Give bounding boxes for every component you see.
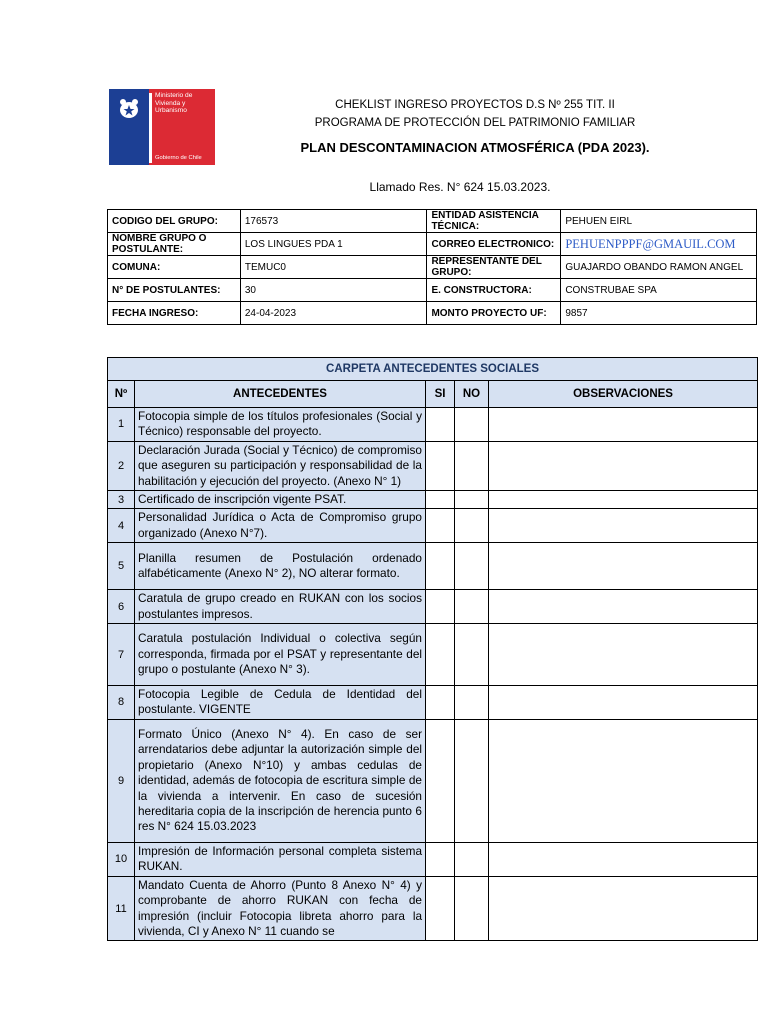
observations-cell[interactable] [489,590,758,624]
column-header-records: ANTECEDENTES [135,381,426,408]
yes-checkbox-cell[interactable] [426,686,455,720]
no-checkbox-cell[interactable] [455,876,489,941]
email-value: PEHUENPPPF@GMAUIL.COM [561,233,757,256]
ministry-name-3: Urbanismo [155,107,187,114]
table-row [108,590,758,624]
info-row [108,210,757,233]
info-key: E. CONSTRUCTORA: [427,279,561,302]
info-key: COMUNA: [108,256,241,279]
no-checkbox-cell[interactable] [455,686,489,720]
item-number: 6 [108,590,135,624]
item-number: 9 [108,719,135,842]
item-text: Caratula de grupo creado en RUKAN con los socios postulantes impresos. [135,590,426,624]
item-number: 5 [108,543,135,590]
item-text: Caratula postulación Individual o colectiva según corresponda, firmada por el PSAT y representante del grupo o postulante (Anexo N° 3). [135,624,426,686]
item-number: 11 [108,876,135,941]
observations-cell[interactable] [489,543,758,590]
column-header-observations: OBSERVACIONES [489,381,758,408]
yes-checkbox-cell[interactable] [426,543,455,590]
yes-checkbox-cell[interactable] [426,719,455,842]
ministry-name-2: Vivienda y [155,99,186,107]
observations-cell[interactable] [489,491,758,509]
government-label: Gobierno de Chile [155,155,202,161]
table-row [108,719,758,842]
table-row [108,876,758,941]
ministry-name-1: Ministerio de [155,92,193,99]
no-checkbox-cell[interactable] [455,509,489,543]
info-value: PEHUEN EIRL [561,210,757,233]
info-value: GUAJARDO OBANDO RAMON ANGEL [561,256,757,279]
info-row [108,279,757,302]
table-row [108,624,758,686]
table-row [108,509,758,543]
observations-cell[interactable] [489,719,758,842]
info-key: REPRESENTANTE DEL GRUPO: [427,256,561,279]
item-text: Fotocopia Legible de Cedula de Identidad del postulante. VIGENTE [135,686,426,720]
header-line-2: PROGRAMA DE PROTECCIÓN DEL PATRIMONIO FAMILIAR [314,117,636,129]
table-row [108,491,758,509]
yes-checkbox-cell[interactable] [426,441,455,490]
yes-checkbox-cell[interactable] [426,590,455,624]
info-value: CONSTRUBAE SPA [561,279,757,302]
item-text: Mandato Cuenta de Ahorro (Punto 8 Anexo N° 4) y comprobante de ahorro RUKAN con fecha de impresión (incluir Fotocopia libreta ahorro para la vivienda, CI y Anexo N° 11 cuando se [135,876,426,941]
column-header-yes: SI [426,381,455,408]
info-key: N° DE POSTULANTES: [108,279,241,302]
item-number: 4 [108,509,135,543]
info-value: TEMUC0 [240,256,427,279]
no-checkbox-cell[interactable] [455,441,489,490]
yes-checkbox-cell[interactable] [426,509,455,543]
no-checkbox-cell[interactable] [455,491,489,509]
info-value: LOS LINGUES PDA 1 [240,233,427,256]
info-row [108,302,757,325]
observations-cell[interactable] [489,509,758,543]
item-text: Personalidad Jurídica o Acta de Compromiso grupo organizado (Anexo N°7). [135,509,426,543]
item-text: Formato Único (Anexo N° 4). En caso de ser arrendatarios debe adjuntar la autorización simple del propietario (Anexo N°10) y ambas cedulas de identidad, además de fotocopia de escritura simple de la vivienda a intervenir. En caso de sucesión hereditaria copia de la inscripción de herencia punto 6 res N° 624 15.03.2023 [135,719,426,842]
column-header-number: Nº [108,381,135,408]
item-number: 1 [108,408,135,442]
call-resolution: Llamado Res. N° 624 15.03.2023. [369,180,551,194]
yes-checkbox-cell[interactable] [426,408,455,442]
no-checkbox-cell[interactable] [455,590,489,624]
observations-cell[interactable] [489,624,758,686]
table-row [108,408,758,442]
header-line-1: CHEKLIST INGRESO PROYECTOS D.S Nº 255 TIT. II [335,99,615,111]
table-row [108,543,758,590]
info-key: FECHA INGRESO: [108,302,241,325]
no-checkbox-cell[interactable] [455,719,489,842]
yes-checkbox-cell[interactable] [426,876,455,941]
item-text: Planilla resumen de Postulación ordenado alfabéticamente (Anexo N° 2), NO alterar formato. [135,543,426,590]
info-value: 24-04-2023 [240,302,427,325]
info-key: NOMBRE GRUPO O POSTULANTE: [108,233,241,256]
info-value: 176573 [240,210,427,233]
item-number: 7 [108,624,135,686]
info-value: 9857 [561,302,757,325]
info-key: CORREO ELECTRONICO: [427,233,561,256]
column-header-no: NO [455,381,489,408]
observations-cell[interactable] [489,876,758,941]
info-row [108,256,757,279]
social-records-checklist [107,357,758,941]
table-row [108,842,758,876]
observations-cell[interactable] [489,842,758,876]
item-number: 2 [108,441,135,490]
item-text: Fotocopia simple de los títulos profesionales (Social y Técnico) responsable del proyecto. [135,408,426,442]
no-checkbox-cell[interactable] [455,624,489,686]
table-row [108,686,758,720]
yes-checkbox-cell[interactable] [426,491,455,509]
observations-cell[interactable] [489,441,758,490]
observations-cell[interactable] [489,686,758,720]
info-value: 30 [240,279,427,302]
item-number: 3 [108,491,135,509]
yes-checkbox-cell[interactable] [426,624,455,686]
no-checkbox-cell[interactable] [455,543,489,590]
item-number: 8 [108,686,135,720]
item-number: 10 [108,842,135,876]
checklist-title: CARPETA ANTECEDENTES SOCIALES [108,358,758,381]
info-key: CODIGO DEL GRUPO: [108,210,241,233]
no-checkbox-cell[interactable] [455,408,489,442]
group-info-table [107,209,757,325]
yes-checkbox-cell[interactable] [426,842,455,876]
item-text: Declaración Jurada (Social y Técnico) de compromiso que aseguren su participación y responsabilidad de la habilitación y ejecución del proyecto. (Anexo N° 1) [135,441,426,490]
item-text: Impresión de Información personal completa sistema RUKAN. [135,842,426,876]
no-checkbox-cell[interactable] [455,842,489,876]
observations-cell[interactable] [489,408,758,442]
info-key: MONTO PROYECTO UF: [427,302,561,325]
table-row [108,441,758,490]
info-row [108,233,757,256]
document-title: PLAN DESCONTAMINACION ATMOSFÉRICA (PDA 2023). [300,140,650,155]
item-text: Certificado de inscripción vigente PSAT. [135,491,426,509]
info-key: ENTIDAD ASISTENCIA TÉCNICA: [427,210,561,233]
